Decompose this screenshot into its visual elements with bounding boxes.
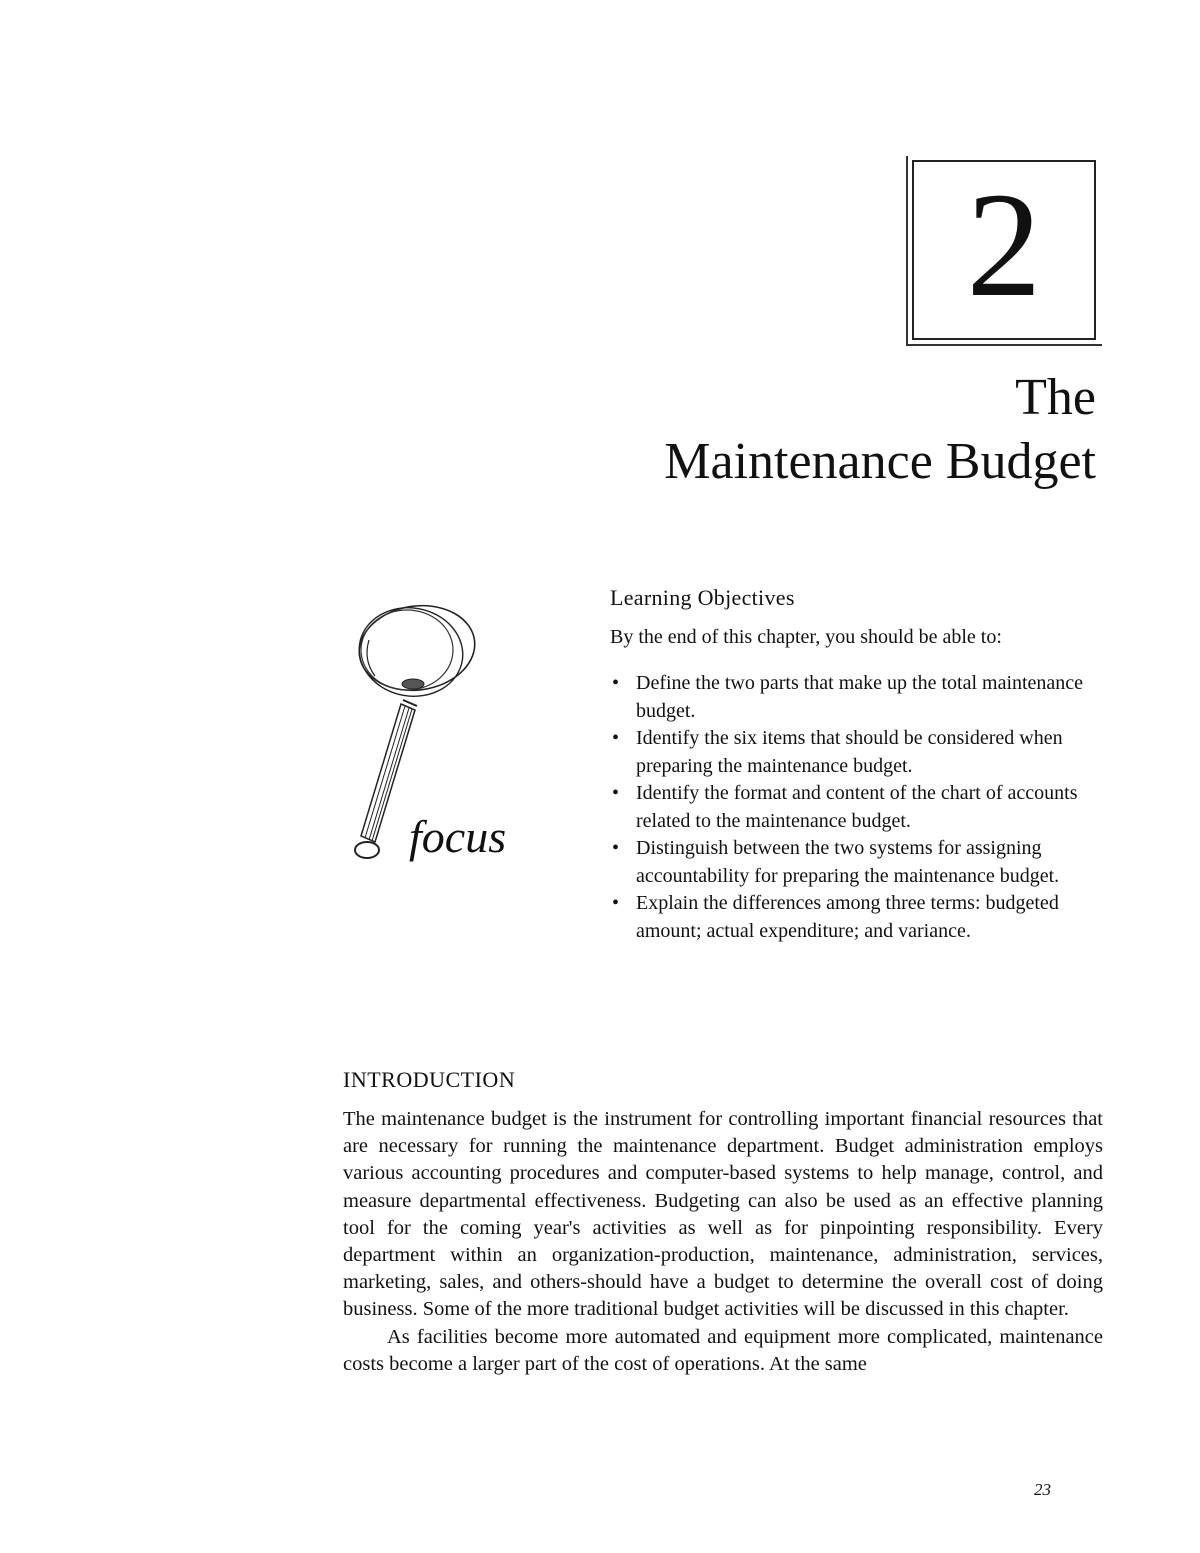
list-item [610, 835, 1110, 890]
objectives-list [610, 670, 1110, 945]
chapter-title-line-2: Maintenance Budget [664, 433, 1096, 490]
bullet-icon: • [612, 892, 620, 914]
objective-text: Identify the format and content of the chart of accounts related to the maintenance budget. [636, 782, 1078, 832]
paragraph: The maintenance budget is the instrument for controlling important financial resources that are necessary for running the maintenance department. Budget administration employs various accounting procedures and computer-based systems to help manage, control, and measure departmental effectiveness. Budgeting can also be used as an effective planning tool for the coming year's activities as well as for pinpointing responsibility. Every department within an organization-production, maintenance, administration, services, marketing, sales, and others-should have a budget to determine the overall cost of doing business. Some of the more traditional budget activities will be discussed in this chapter. [343, 1108, 1103, 1321]
objectives-intro: By the end of this chapter, you should be able to: [610, 626, 1002, 648]
bullet-icon: • [612, 672, 620, 694]
bullet-icon: • [612, 837, 620, 859]
objective-text: Distinguish between the two systems for assigning accountability for preparing the maintenance budget. [636, 837, 1060, 887]
list-item [610, 890, 1110, 945]
focus-label: focus [409, 811, 507, 862]
list-item [610, 780, 1110, 835]
objective-text: Identify the six items that should be considered when preparing the maintenance budget. [636, 727, 1063, 777]
bullet-icon: • [612, 727, 620, 749]
chapter-title [664, 366, 1096, 494]
paragraph: As facilities become more automated and equipment more complicated, maintenance costs become a larger part of the cost of operations. At the same [343, 1325, 1103, 1375]
magnifying-glass-icon [345, 600, 515, 880]
chapter-number: 2 [966, 162, 1042, 328]
objectives-heading: Learning Objectives [610, 585, 795, 610]
chapter-number-box [912, 160, 1096, 340]
list-item [610, 725, 1110, 780]
section-heading: INTRODUCTION [343, 1067, 516, 1092]
bullet-icon: • [612, 782, 620, 804]
chapter-title-line-1: The [1015, 369, 1096, 426]
page-number: 23 [1034, 1480, 1051, 1499]
list-item [610, 670, 1110, 725]
objective-text: Explain the differences among three terms: budgeted amount; actual expenditure; and variance. [636, 892, 1059, 942]
learning-objectives [610, 584, 1110, 945]
objective-text: Define the two parts that make up the total maintenance budget. [636, 672, 1084, 722]
introduction-body [343, 1106, 1103, 1378]
